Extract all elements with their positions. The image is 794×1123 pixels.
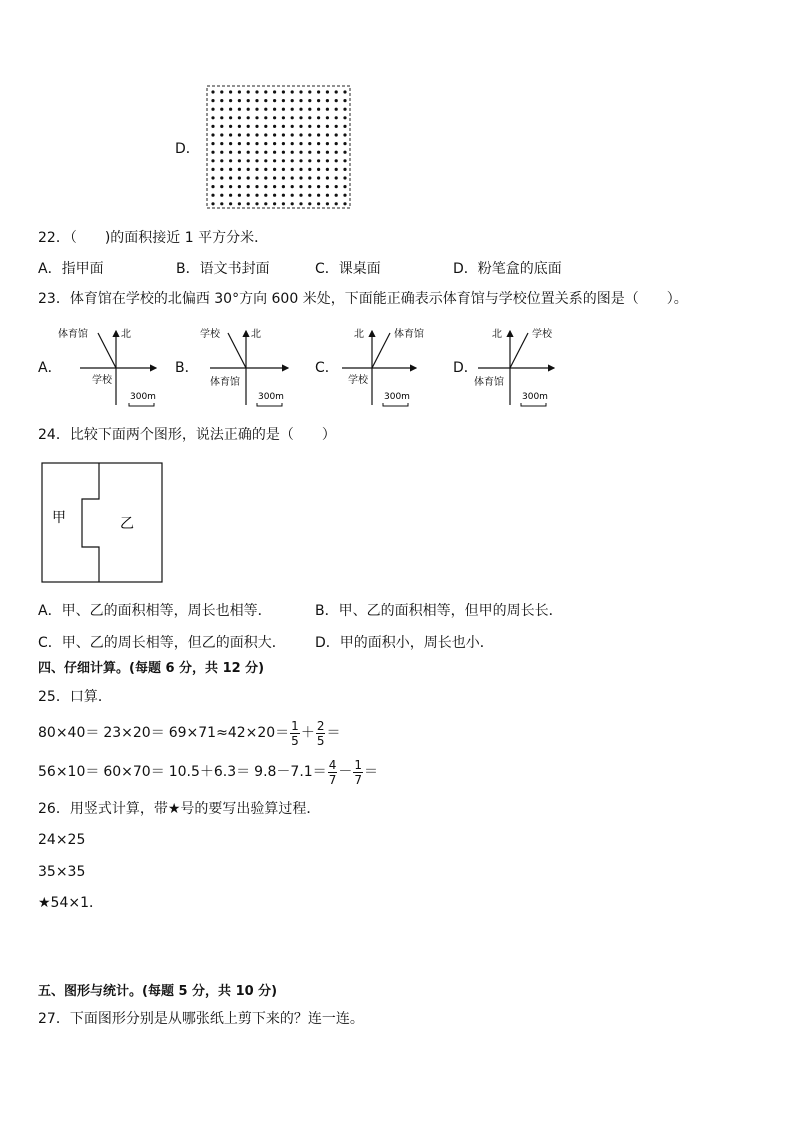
grid-dot [282, 142, 285, 145]
grid-dot [255, 194, 258, 197]
grid-dot [343, 125, 346, 128]
direction-ray [98, 333, 116, 368]
q23-diagram-c [338, 323, 468, 409]
q23-option-a-letter: A． [38, 360, 62, 376]
grid-dot [335, 108, 338, 111]
grid-dot [229, 151, 232, 154]
grid-dot [299, 108, 302, 111]
grid-dot [335, 185, 338, 188]
calc-item: 80×40＝ [38, 725, 100, 741]
grid-dot [308, 125, 311, 128]
grid-dot [308, 194, 311, 197]
grid-dot [247, 194, 250, 197]
grid-dot [220, 159, 223, 162]
grid-dot [247, 90, 250, 93]
grid-dot [211, 194, 214, 197]
q22-stem: 22．（ )的面积接近 1 平方分米． [38, 230, 269, 246]
grid-dot [343, 185, 346, 188]
grid-dot [335, 116, 338, 119]
grid-dot [255, 202, 258, 205]
equals: ＝ [363, 764, 378, 780]
grid-dot [299, 99, 302, 102]
grid-dot [255, 108, 258, 111]
grid-dot [343, 133, 346, 136]
grid-dot [299, 202, 302, 205]
grid-dot [238, 99, 241, 102]
grid-dot [211, 116, 214, 119]
q23-diagram-d [474, 323, 604, 409]
grid-dot [220, 90, 223, 93]
grid-dot [255, 142, 258, 145]
q23-option-d-letter: D． [453, 360, 478, 376]
grid-dot [247, 116, 250, 119]
grid-dot [264, 90, 267, 93]
grid-dot [335, 159, 338, 162]
q24-option-a: A．甲、乙的面积相等，周长也相等． [38, 603, 272, 619]
grid-dot [238, 90, 241, 93]
grid-dot [343, 168, 346, 171]
grid-dot [247, 151, 250, 154]
scale-label: 300m [258, 392, 284, 402]
grid-dot [291, 168, 294, 171]
grid-dot [238, 159, 241, 162]
grid-dot [282, 133, 285, 136]
ray-label: 体育馆 [394, 329, 424, 340]
grid-dot [273, 108, 276, 111]
grid-dot [211, 125, 214, 128]
grid-dot [264, 159, 267, 162]
grid-dot [211, 168, 214, 171]
grid-dot [264, 168, 267, 171]
grid-dot [247, 176, 250, 179]
grid-dot [229, 90, 232, 93]
grid-dot [273, 168, 276, 171]
grid-dot [273, 125, 276, 128]
q22-option-b: B．语文书封面 [176, 261, 270, 277]
grid-dot [335, 194, 338, 197]
grid-dot [273, 202, 276, 205]
q22-option-c: C．课桌面 [315, 261, 381, 277]
grid-dot [282, 159, 285, 162]
grid-dot [291, 202, 294, 205]
grid-dot [229, 99, 232, 102]
grid-dot [247, 108, 250, 111]
dividing-line [82, 463, 99, 582]
north-label: 北 [121, 329, 131, 340]
grid-dot [308, 151, 311, 154]
q25-stem: 25．口算． [38, 689, 112, 705]
grid-dot [238, 185, 241, 188]
grid-dot [264, 116, 267, 119]
grid-dot [299, 194, 302, 197]
grid-dot [247, 159, 250, 162]
grid-dot [273, 151, 276, 154]
q23-option-b-letter: B． [175, 360, 199, 376]
grid-dot [220, 133, 223, 136]
grid-dot [282, 185, 285, 188]
grid-dot [220, 168, 223, 171]
grid-dot [335, 176, 338, 179]
grid-dot [308, 133, 311, 136]
grid-dot [264, 194, 267, 197]
direction-ray [510, 333, 528, 368]
q23-diagram-a [58, 323, 188, 409]
grid-dot [255, 133, 258, 136]
fraction: $\frac{1}{5}$ [291, 718, 299, 748]
grid-dot [317, 142, 320, 145]
grid-dot [211, 108, 214, 111]
grid-dot [247, 133, 250, 136]
grid-dot [282, 194, 285, 197]
grid-dot [273, 185, 276, 188]
grid-dot [291, 90, 294, 93]
grid-dot [291, 108, 294, 111]
grid-dot [317, 108, 320, 111]
grid-dot [264, 176, 267, 179]
grid-dot [238, 168, 241, 171]
grid-dot [220, 185, 223, 188]
grid-dot [335, 125, 338, 128]
grid-dot [335, 168, 338, 171]
grid-dot [326, 116, 329, 119]
origin-label: 学校 [92, 375, 112, 386]
grid-dot [273, 116, 276, 119]
grid-dot [308, 202, 311, 205]
grid-dot [229, 159, 232, 162]
grid-dot [299, 125, 302, 128]
grid-dot [247, 185, 250, 188]
q22-option-d: D．粉笔盒的底面 [453, 261, 562, 277]
grid-dot [299, 133, 302, 136]
grid-dot [211, 159, 214, 162]
grid-dot [264, 185, 267, 188]
grid-dot [255, 125, 258, 128]
grid-dot [343, 142, 346, 145]
grid-dot [308, 108, 311, 111]
grid-dot [238, 194, 241, 197]
operator: ＋ [300, 725, 315, 741]
grid-dot [291, 125, 294, 128]
grid-dot [343, 202, 346, 205]
grid-dot [229, 168, 232, 171]
north-label: 北 [251, 329, 261, 340]
q21-option-d-label: D． [175, 141, 200, 157]
grid-dot [308, 142, 311, 145]
grid-dot [211, 202, 214, 205]
calc-item: 60×70＝ [103, 764, 165, 780]
grid-dot [220, 194, 223, 197]
grid-dot [238, 142, 241, 145]
grid-dot [326, 99, 329, 102]
grid-dot [317, 159, 320, 162]
grid-dot [238, 151, 241, 154]
north-label: 北 [492, 329, 502, 340]
grid-dot [308, 185, 311, 188]
grid-dot [211, 133, 214, 136]
grid-dot [317, 168, 320, 171]
grid-dot [255, 151, 258, 154]
fraction: $\frac{4}{7}$ [328, 757, 337, 787]
grid-dot [343, 99, 346, 102]
grid-dot [255, 159, 258, 162]
q24-option-d: D．甲的面积小，周长也小． [315, 635, 494, 651]
grid-dot [326, 133, 329, 136]
scale-label: 300m [130, 392, 156, 402]
grid-dot [238, 125, 241, 128]
grid-dot [282, 202, 285, 205]
grid-dot [220, 202, 223, 205]
grid-dot [291, 185, 294, 188]
q26-stem: 26．用竖式计算，带★号的要写出验算过程． [38, 801, 321, 817]
q22-option-a: A．指甲面 [38, 261, 104, 277]
grid-dot [291, 176, 294, 179]
ray-label: 学校 [532, 329, 552, 340]
dot-grid-border [207, 86, 350, 208]
q25-row-1 [38, 720, 340, 746]
grid-dot [335, 142, 338, 145]
grid-dot [335, 99, 338, 102]
q27-stem: 27．下面图形分别是从哪张纸上剪下来的？连一连。 [38, 1011, 364, 1027]
grid-dot [317, 185, 320, 188]
grid-dot [211, 90, 214, 93]
grid-dot [291, 133, 294, 136]
grid-dot [343, 194, 346, 197]
grid-dot [343, 108, 346, 111]
grid-dot [264, 151, 267, 154]
grid-dot [211, 99, 214, 102]
grid-dot [317, 176, 320, 179]
q26-item-1: 24×25 [38, 832, 86, 848]
grid-dot [343, 159, 346, 162]
section-4-title: 四、仔细计算。(每题 6 分，共 12 分) [38, 661, 265, 676]
grid-dot [308, 116, 311, 119]
grid-dot [317, 194, 320, 197]
grid-dot [255, 168, 258, 171]
calc-item: 42×20＝ [227, 725, 290, 741]
origin-label: 体育馆 [474, 377, 504, 388]
fraction: $\frac{1}{7}$ [354, 757, 362, 787]
grid-dot [308, 99, 311, 102]
grid-dot [326, 108, 329, 111]
q23-stem: 23．体育馆在学校的北偏西 30°方向 600 米处，下面能正确表示体育馆与学校位置关系的图是（ ）。 [38, 291, 688, 307]
grid-dot [255, 176, 258, 179]
shape-jia-label: 甲 [52, 510, 66, 526]
q26-item-2: 35×35 [38, 864, 86, 880]
grid-dot [326, 90, 329, 93]
grid-dot [255, 90, 258, 93]
equals: ＝ [326, 725, 341, 741]
grid-dot [238, 202, 241, 205]
grid-dot [247, 125, 250, 128]
grid-dot [229, 176, 232, 179]
grid-dot [273, 176, 276, 179]
grid-dot [335, 90, 338, 93]
grid-dot [326, 142, 329, 145]
grid-dot [326, 151, 329, 154]
direction-ray [228, 333, 246, 368]
q23-diagram-b [196, 323, 326, 409]
grid-dot [255, 99, 258, 102]
grid-dot [282, 176, 285, 179]
direction-ray [372, 333, 390, 368]
ray-label: 体育馆 [58, 329, 88, 340]
grid-dot [273, 99, 276, 102]
grid-dot [299, 176, 302, 179]
grid-dot [229, 125, 232, 128]
operator: － [338, 764, 353, 780]
grid-dot [247, 168, 250, 171]
grid-dot [335, 202, 338, 205]
grid-dot [335, 151, 338, 154]
grid-dot [211, 176, 214, 179]
q24-option-b: B．甲、乙的面积相等，但甲的周长长． [315, 603, 563, 619]
grid-dot [238, 108, 241, 111]
grid-dot [264, 202, 267, 205]
grid-dot [326, 168, 329, 171]
grid-dot [308, 90, 311, 93]
grid-dot [282, 151, 285, 154]
grid-dot [229, 108, 232, 111]
grid-dot [264, 133, 267, 136]
grid-dot [264, 99, 267, 102]
grid-dot [264, 142, 267, 145]
grid-dot [282, 90, 285, 93]
grid-dot [273, 194, 276, 197]
grid-dot [326, 159, 329, 162]
grid-dot [291, 142, 294, 145]
grid-dot [282, 99, 285, 102]
dot-grid-figure [205, 84, 353, 212]
grid-dot [308, 159, 311, 162]
grid-dot [326, 202, 329, 205]
grid-dot [326, 176, 329, 179]
grid-dot [343, 90, 346, 93]
grid-dot [299, 90, 302, 93]
grid-dot [247, 99, 250, 102]
grid-dot [317, 133, 320, 136]
grid-dot [282, 168, 285, 171]
grid-dot [264, 125, 267, 128]
grid-dot [220, 125, 223, 128]
grid-dot [229, 133, 232, 136]
grid-dot [211, 185, 214, 188]
grid-dot [317, 116, 320, 119]
grid-dot [211, 142, 214, 145]
origin-label: 学校 [348, 375, 368, 386]
grid-dot [220, 151, 223, 154]
grid-dot [291, 99, 294, 102]
grid-dot [220, 116, 223, 119]
grid-dot [317, 125, 320, 128]
grid-dot [273, 90, 276, 93]
grid-dot [220, 108, 223, 111]
grid-dot [291, 159, 294, 162]
grid-dot [229, 116, 232, 119]
grid-dot [343, 116, 346, 119]
grid-dot [220, 99, 223, 102]
calc-item: 9.8－7.1＝ [254, 764, 327, 780]
q26-item-3: ★54×1． [38, 895, 104, 911]
grid-dot [335, 133, 338, 136]
grid-dot [326, 194, 329, 197]
ray-label: 学校 [200, 329, 220, 340]
origin-label: 体育馆 [210, 377, 240, 388]
grid-dot [220, 142, 223, 145]
dot-grid-dots [211, 90, 346, 205]
q23-option-c-letter: C． [315, 360, 339, 376]
grid-dot [299, 185, 302, 188]
grid-dot [255, 116, 258, 119]
grid-dot [326, 125, 329, 128]
grid-dot [229, 185, 232, 188]
grid-dot [299, 116, 302, 119]
grid-dot [238, 116, 241, 119]
grid-dot [273, 159, 276, 162]
grid-dot [291, 116, 294, 119]
calc-item: 23×20＝ [103, 725, 165, 741]
north-label: 北 [354, 329, 364, 340]
grid-dot [299, 151, 302, 154]
grid-dot [317, 99, 320, 102]
q25-row-2 [38, 759, 378, 785]
q24-stem: 24．比较下面两个图形，说法正确的是（ ） [38, 427, 336, 443]
grid-dot [220, 176, 223, 179]
grid-dot [282, 108, 285, 111]
grid-dot [282, 116, 285, 119]
grid-dot [273, 142, 276, 145]
grid-dot [264, 108, 267, 111]
grid-dot [317, 90, 320, 93]
calc-item: 10.5＋6.3＝ [168, 764, 251, 780]
section-5-title: 五、图形与统计。(每题 5 分，共 10 分) [38, 984, 278, 999]
grid-dot [317, 202, 320, 205]
grid-dot [343, 176, 346, 179]
grid-dot [291, 151, 294, 154]
calc-item: 69×71≈ [168, 725, 228, 741]
grid-dot [247, 142, 250, 145]
scale-label: 300m [384, 392, 410, 402]
grid-dot [308, 176, 311, 179]
grid-dot [326, 185, 329, 188]
grid-dot [229, 202, 232, 205]
grid-dot [299, 142, 302, 145]
grid-dot [229, 194, 232, 197]
grid-dot [238, 133, 241, 136]
grid-dot [238, 176, 241, 179]
grid-dot [299, 168, 302, 171]
grid-dot [299, 159, 302, 162]
grid-dot [247, 202, 250, 205]
grid-dot [291, 194, 294, 197]
q24-figure [40, 461, 166, 585]
grid-dot [229, 142, 232, 145]
shape-yi-label: 乙 [120, 516, 134, 532]
grid-dot [255, 185, 258, 188]
calc-item: 56×10＝ [38, 764, 100, 780]
grid-dot [211, 151, 214, 154]
grid-dot [282, 125, 285, 128]
grid-dot [343, 151, 346, 154]
grid-dot [273, 133, 276, 136]
grid-dot [308, 168, 311, 171]
fraction: $\frac{2}{5}$ [316, 718, 325, 748]
grid-dot [317, 151, 320, 154]
scale-label: 300m [522, 392, 548, 402]
q24-option-c: C．甲、乙的周长相等，但乙的面积大． [38, 635, 286, 651]
